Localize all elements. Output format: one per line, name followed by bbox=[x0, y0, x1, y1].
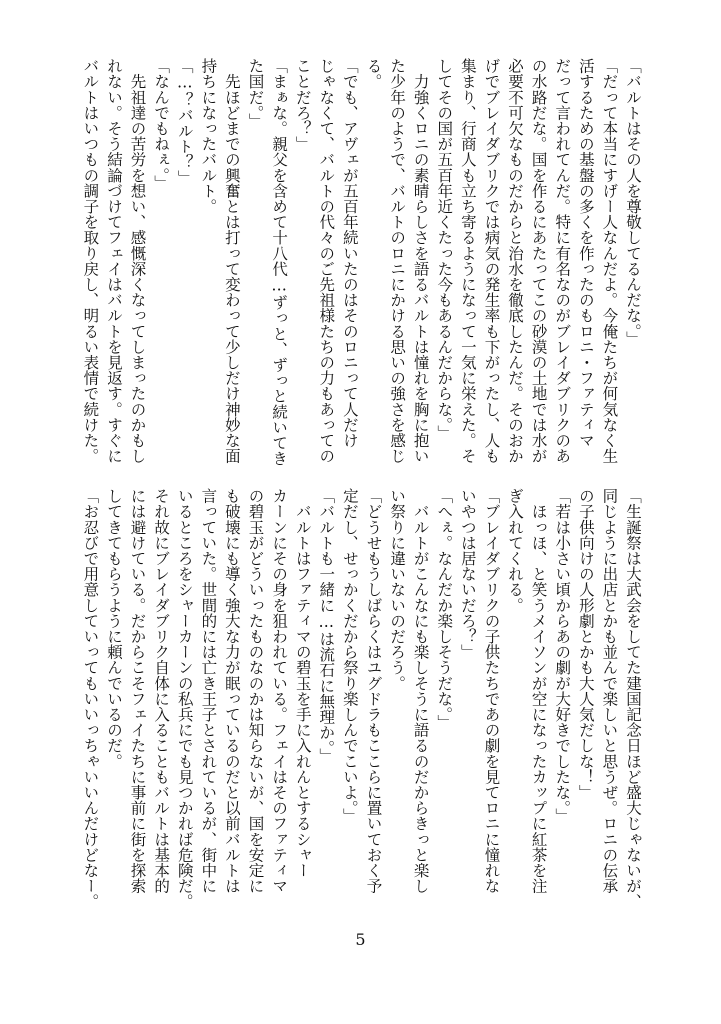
text-line: 必要不可欠なものだからと治水を徹底したんだ。そのおか bbox=[506, 58, 525, 464]
text-line: 「若は小さい頃からあの劇が大好きでしたな。」 bbox=[553, 488, 572, 824]
text-line: いるところをシャーカーンの私兵にでも見つかれば危険だ。 bbox=[175, 488, 194, 910]
text-line: 言っていた。世間的には亡き王子とされているが、街中に bbox=[199, 488, 218, 894]
text-line: の子供向けの人形劇とかも大人気だしな！」 bbox=[576, 488, 595, 800]
text-line: カーンにその身を狙われている。フェイはそのファティマ bbox=[270, 488, 289, 894]
text-line: してその国が五百年近くたった今もあるんだからな。」 bbox=[435, 58, 454, 441]
text-line: バルトがこんなにも楽しそうに語るのだからきっと楽し bbox=[411, 488, 430, 894]
text-line: た国だ。」 bbox=[246, 58, 265, 129]
text-line: も破壊にも導く強大な力が眠っているのだと以前バルトは bbox=[222, 488, 241, 894]
text-line: 「バルトも一緒に…は流石に無理か。」 bbox=[317, 488, 336, 764]
lower-text-block bbox=[81, 488, 644, 910]
text-line: だって言われてんだ。特に有名なのがブレイダブリクのあ bbox=[553, 58, 572, 464]
text-line: げでブレイダブリクでは病気の発生率も下がったし、人も bbox=[482, 58, 501, 464]
text-line: 持ちになったバルト。 bbox=[199, 58, 218, 214]
text-line: 先祖達の苦労を想い、感慨深くなってしまったのかもし bbox=[128, 58, 147, 464]
text-line: 活するための基盤の多くを作ったのもロニ・ファティマ bbox=[576, 58, 595, 448]
text-line: ぎ入れてくれる。 bbox=[506, 488, 525, 613]
upper-text-block bbox=[81, 58, 644, 467]
text-line: 先ほどまでの興奮とは打って変わって少しだけ神妙な面 bbox=[222, 58, 241, 464]
text-line: 「へぇ。なんだか楽しそうだな。」 bbox=[435, 488, 454, 730]
text-line: いやつは居ないだろ？」 bbox=[458, 488, 477, 660]
text-line: じゃなくて、バルトの代々のご先祖様たちの力もあっての bbox=[317, 58, 336, 464]
text-line: 「でも、アヴェが五百年続いたのはそのロニって人だけ bbox=[340, 58, 359, 448]
text-line: ことだろ？」 bbox=[293, 58, 312, 152]
text-line: れない。そう結論づけてフェイはバルトを見返す。すぐに bbox=[104, 58, 123, 464]
text-line: 「バルトはその人を尊敬してるんだな。」 bbox=[624, 58, 642, 347]
text-line: る。 bbox=[364, 58, 383, 90]
text-line: 同じように出店とかも並んで楽しいと思うぜ。ロニの伝承 bbox=[600, 488, 619, 894]
text-line: の碧玉がどういったものなのかは知らないが、国を安定に bbox=[246, 488, 265, 894]
text-line: 「お忍びで用意していってもいいっちゃいいんだけどなー。 bbox=[81, 488, 100, 910]
text-line: 集まり、行商人も立ち寄るようになって一気に栄えた。そ bbox=[458, 58, 477, 464]
text-line: の水路だな。国を作るにあたってこの砂漠の土地では水が bbox=[529, 58, 548, 464]
text-line: 「…？バルト？」 bbox=[175, 58, 194, 186]
text-line: ほっほ、と笑うメイソンが空になったカップに紅茶を注 bbox=[529, 488, 548, 894]
text-line: た少年のようで、バルトのロニにかける思いの強さを感じ bbox=[388, 58, 407, 464]
text-line: い祭りに違いないのだろう。 bbox=[388, 488, 407, 691]
page-number: 5 bbox=[355, 930, 366, 949]
text-line: 「生誕祭は大武会をしてた建国記念日ほど盛大じゃないが、 bbox=[624, 488, 642, 910]
text-line: 力強くロニの素晴らしさを語るバルトは憧れを胸に抱い bbox=[411, 58, 430, 464]
text-line: バルトはいつもの調子を取り戻し、明るい表情で続けた。 bbox=[81, 58, 100, 464]
text-line: してきてもらうように頼んでいるのだ。 bbox=[104, 488, 123, 769]
text-line: 「だって本当にすげー人なんだよ。今俺たちが何気なく生 bbox=[600, 58, 619, 464]
text-line: 「ブレイダブリクの子供たちであの劇を見てロニに憧れな bbox=[482, 488, 501, 894]
text-line: それ故にブレイダブリク自体に入ることもバルトは基本的 bbox=[152, 488, 171, 894]
text-line: には避けている。だからこそフェイたちに事前に街を探索 bbox=[128, 488, 147, 894]
text-line: 「まぁな。親父を含めて十八代…ずっと、ずっと続いてき bbox=[270, 58, 289, 467]
text-line: 「なんでもねぇ。」 bbox=[152, 58, 171, 191]
text-line: 「どうせもうしばらくはユグドラもここらに置いておく予 bbox=[364, 488, 383, 894]
text-line: 定だし、せっかくだから祭り楽しんでこいよ。」 bbox=[340, 488, 359, 824]
text-line: バルトはファティマの碧玉を手に入れんとするシャー bbox=[293, 488, 312, 878]
